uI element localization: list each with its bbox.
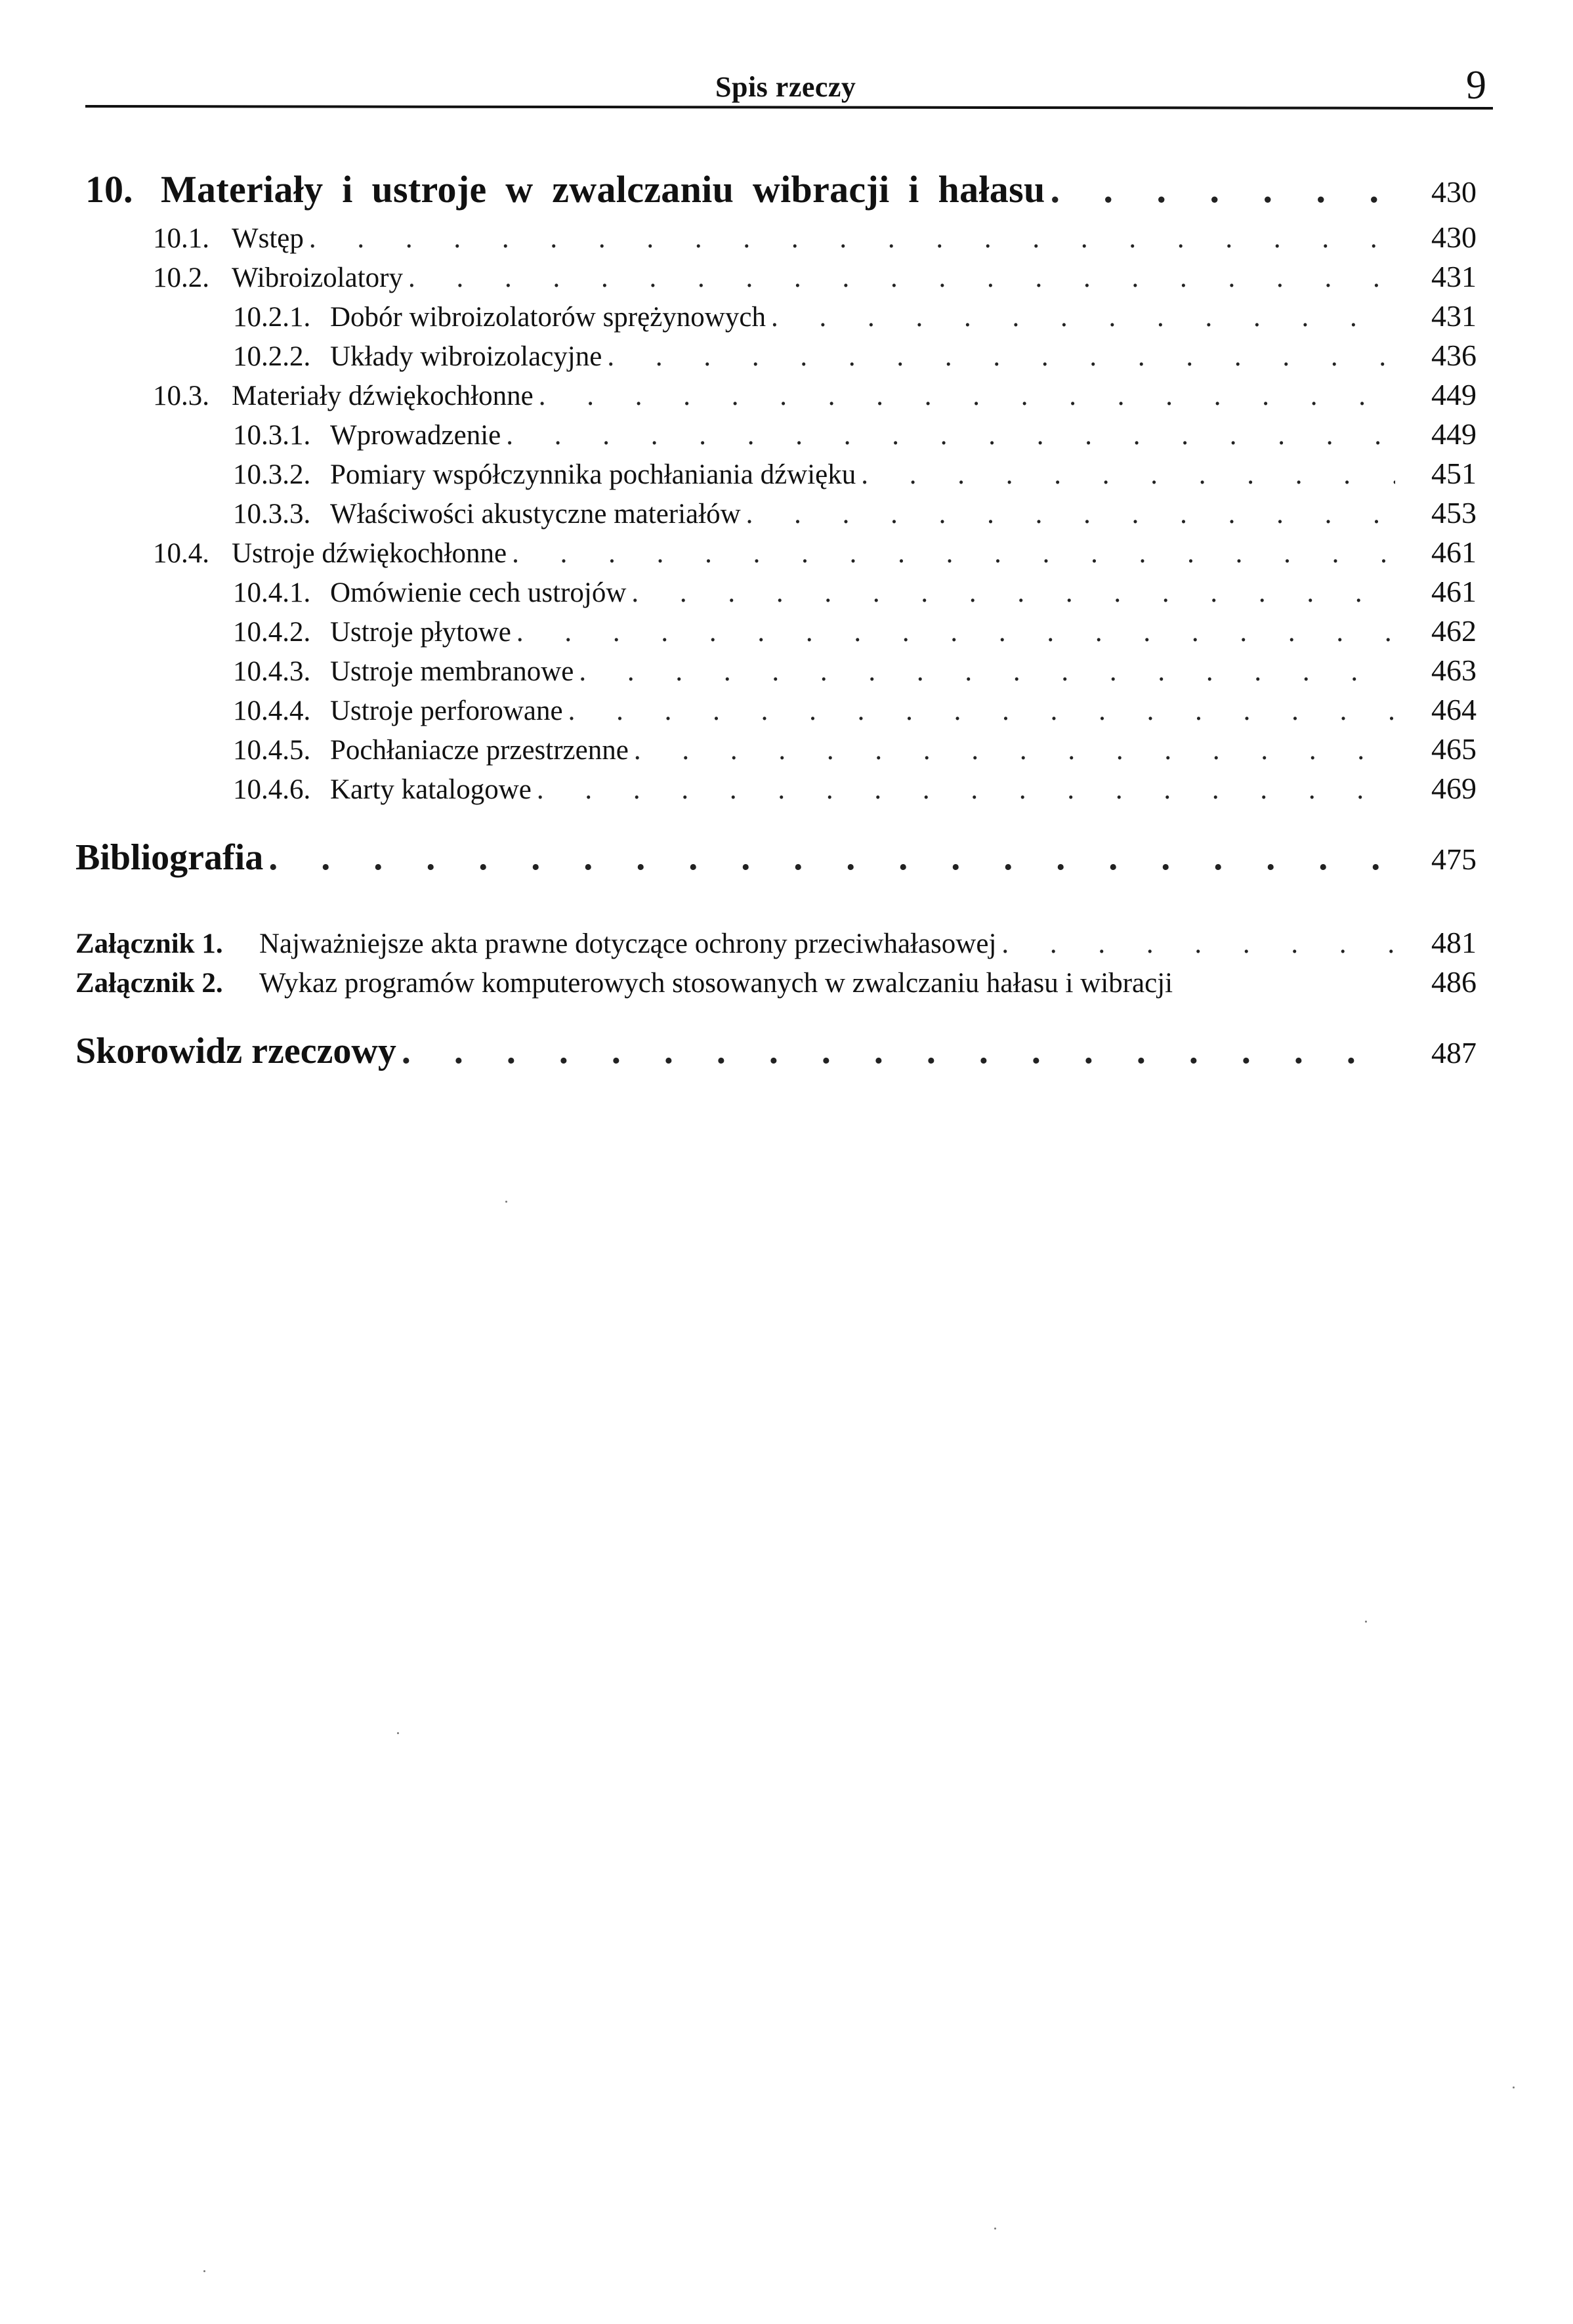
toc-leader-dots	[309, 222, 1395, 255]
toc-entry-number: 10.4.3.	[233, 656, 311, 687]
toc-subentry	[233, 456, 1477, 491]
toc-entry-number: 10.4.5.	[233, 735, 311, 766]
scan-speck	[505, 1201, 507, 1203]
toc-entry-number: 10.4.6.	[233, 774, 311, 805]
toc-entry-title: Materiały dźwiękochłonne	[232, 381, 534, 411]
toc-section-title: Skorowidz rzeczowy	[75, 1031, 396, 1071]
header-title: Spis rzeczy	[715, 71, 856, 103]
toc-entry-title: Ustroje membranowe	[330, 656, 574, 687]
toc-leader-dots	[402, 1030, 1395, 1072]
toc-chapter-number: 10.	[85, 168, 133, 211]
toc-entry-title: Wprowadzenie	[330, 420, 501, 451]
toc-page-number: 462	[1431, 614, 1477, 648]
toc-entry-number: 10.4.4.	[233, 695, 311, 726]
toc-appendix-1	[75, 925, 1477, 960]
toc-section-title: Bibliografia	[75, 837, 264, 878]
toc-subentry	[233, 495, 1477, 530]
scan-speck	[1513, 2086, 1515, 2088]
toc-page-number: 463	[1431, 654, 1477, 687]
toc-entry-number: 10.3.	[153, 381, 209, 411]
toc-entry-number: 10.4.	[153, 538, 209, 569]
toc-page-number: 436	[1431, 339, 1477, 372]
toc-subentry	[233, 692, 1477, 727]
toc-page-number: 453	[1431, 496, 1477, 529]
toc-entry-title: Układy wibroizolacyjne	[330, 341, 602, 372]
toc-entry-title: Pochłaniacze przestrzenne	[330, 735, 629, 766]
toc-page-number: 469	[1431, 772, 1477, 805]
toc-page-number: 461	[1431, 575, 1477, 608]
toc-leader-dots	[539, 380, 1395, 412]
toc-entry-number: 10.4.1.	[233, 577, 311, 608]
toc-entry	[153, 377, 1477, 412]
toc-page-number: 449	[1431, 417, 1477, 451]
toc-leader-dots	[408, 262, 1395, 294]
toc-entry-number: 10.2.	[153, 262, 209, 293]
toc-entry	[153, 259, 1477, 294]
toc-subentry	[233, 574, 1477, 609]
toc-page-number: 431	[1431, 299, 1477, 333]
scan-speck	[203, 2270, 205, 2272]
toc-entry-number: 10.1.	[153, 223, 209, 254]
toc-entry-title: Ustroje dźwiękochłonne	[232, 538, 507, 569]
toc-entry-number: 10.2.2.	[233, 341, 311, 372]
toc-entry-title: Ustroje perforowane	[330, 695, 563, 726]
scan-speck	[1365, 1621, 1367, 1623]
toc-leader-dots	[771, 301, 1395, 333]
toc-leader-dots	[607, 341, 1395, 373]
toc-page-number: 461	[1431, 535, 1477, 569]
toc-subentry	[233, 771, 1477, 806]
toc-leader-dots	[512, 537, 1395, 570]
toc-leader-dots	[1051, 167, 1395, 211]
toc-entry-number: 10.3.3.	[233, 499, 311, 529]
toc-entry	[153, 535, 1477, 570]
toc-entry-title: Karty katalogowe	[330, 774, 532, 805]
toc-subentry	[233, 338, 1477, 373]
toc-page-number: 430	[1431, 220, 1477, 254]
toc-appendix-title: Wykaz programów komputerowych stosowanych w zwalczaniu hałasu i wibracji	[259, 968, 1173, 999]
toc-page-number: 449	[1431, 378, 1477, 411]
toc-subentry	[233, 299, 1477, 333]
toc-appendix-label: Załącznik 2.	[75, 968, 223, 999]
toc-subentry	[233, 732, 1477, 766]
toc-page-number: 431	[1431, 260, 1477, 293]
toc-leader-dots	[631, 577, 1395, 609]
toc-page-number: 486	[1431, 965, 1477, 999]
toc-page-number: 465	[1431, 732, 1477, 766]
toc-entry-title: Wstęp	[232, 223, 304, 254]
toc-leader-dots	[579, 655, 1395, 688]
scan-speck	[397, 1732, 399, 1734]
toc-entry-title: Ustroje płytowe	[330, 617, 511, 648]
toc-leader-dots	[1001, 928, 1395, 960]
toc-bibliography	[75, 837, 1477, 879]
toc-leader-dots	[861, 459, 1395, 491]
toc-entry-title: Właściwości akustyczne materiałów	[330, 499, 741, 529]
toc-leader-dots	[568, 695, 1395, 727]
toc-page-number: 475	[1431, 842, 1477, 876]
header-page-number: 9	[1466, 63, 1486, 108]
toc-page-number: 430	[1431, 175, 1477, 209]
toc-entry-title: Dobór wibroizolatorów sprężynowych	[330, 302, 766, 333]
toc-index	[75, 1030, 1477, 1072]
toc-page-number: 451	[1431, 457, 1477, 490]
toc-entry-number: 10.4.2.	[233, 617, 311, 648]
toc-appendix-title: Najważniejsze akta prawne dotyczące ochrony przeciwhałasowej	[259, 928, 997, 959]
toc-entry	[153, 220, 1477, 255]
toc-appendix-2	[75, 965, 1477, 999]
toc-leader-dots	[268, 837, 1395, 879]
toc-entry-number: 10.2.1.	[233, 302, 311, 333]
toc-leader-dots	[506, 419, 1395, 451]
toc-subentry	[233, 417, 1477, 451]
toc-page-number: 487	[1431, 1036, 1477, 1069]
toc-subentry	[233, 613, 1477, 648]
toc-entry-title: Omówienie cech ustrojów	[330, 577, 627, 608]
toc-leader-dots	[634, 734, 1395, 766]
toc-leader-dots	[537, 774, 1395, 806]
toc-appendix-label: Załącznik 1.	[75, 928, 223, 959]
toc-page-number: 464	[1431, 693, 1477, 726]
toc-entry-title: Pomiary współczynnika pochłaniania dźwięku	[330, 459, 856, 490]
toc-leader-dots	[516, 616, 1395, 648]
toc-page-number: 481	[1431, 926, 1477, 959]
toc-chapter-10	[85, 167, 1477, 211]
toc-leader-dots	[746, 498, 1395, 530]
toc-entry-number: 10.3.2.	[233, 459, 311, 490]
scan-speck	[994, 2228, 996, 2230]
toc-entry-title: Wibroizolatory	[232, 262, 403, 293]
toc-subentry	[233, 653, 1477, 688]
toc-entry-number: 10.3.1.	[233, 420, 311, 451]
toc-chapter-title: Materiały i ustroje w zwalczaniu wibracji i hałasu	[161, 168, 1045, 211]
